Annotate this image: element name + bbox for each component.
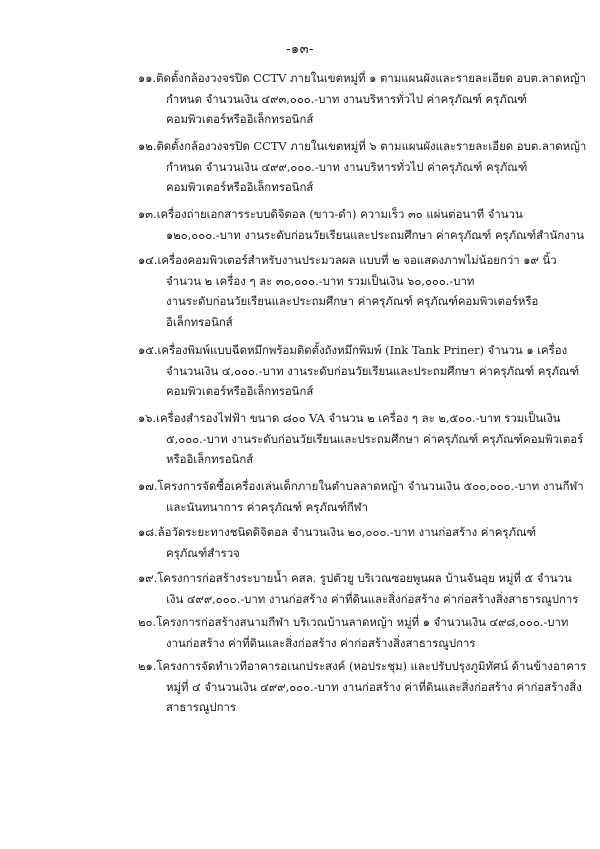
item-line: ๑๑.ติดตั้งกล้องวงจรปิด CCTV ภายในเขตหมู่ที่ ๑ ตามแผนผังและรายละเอียด อบต.ลาดหญ้า [138,71,586,85]
item-line: ๑๒๐,๐๐๐.-บาท งานระดับก่อนวัยเรียนและประถมศึกษา ค่าครุภัณฑ์ ครุภัณฑ์สำนักงาน [166,227,584,242]
item-line: หรืออิเล็กทรอนิกส์ [166,452,254,466]
item-line: หมู่ที่ ๔ จำนวนเงิน ๔๙๙,๐๐๐.-บาท งานก่อสร้าง ค่าที่ดินและสิ่งก่อสร้าง ค่าก่อสร้างสิ่ง [166,679,582,694]
list-item [138,656,587,718]
list-item [138,136,587,198]
item-line: ๑๓.เครื่องถ่ายเอกสารระบบดิจิตอล (ขาว-ดำ) ความเร็ว ๓๐ แผ่นต่อนาที จำนวน [138,207,523,221]
item-line: คอมพิวเตอร์หรืออิเล็กทรอนิกส์ [166,112,314,126]
page-number: -๑๓- [286,42,314,57]
list-item [138,408,584,470]
item-line: ๕,๐๐๐.-บาท งานระดับก่อนวัยเรียนและประถมศึกษา ค่าครุภัณฑ์ ครุภัณฑ์คอมพิวเตอร์ [166,431,584,446]
item-line: จำนวนเงิน ๔,๐๐๐.-บาท งานระดับก่อนวัยเรียนและประถมศึกษา ค่าครุภัณฑ์ ครุภัณฑ์ [166,363,580,378]
list-item [138,204,584,245]
list-item [138,612,569,653]
item-line: กำหนด จำนวนเงิน ๔๙๙,๐๐๐.-บาท งานบริหารทั่วไป ค่าครุภัณฑ์ ครุภัณฑ์ [166,159,528,174]
item-line: กำหนด จำนวนเงิน ๔๙๓,๐๐๐.-บาท งานบริหารทั่วไป ค่าครุภัณฑ์ ครุภัณฑ์ [166,91,527,106]
item-line: ๑๔.เครื่องคอมพิวเตอร์สำหรับงานประมวลผล แบบที่ ๒ จอแสดงภาพไม่น้อยกว่า ๑๙ นิ้ว [138,253,557,267]
item-line: ๑๒.ติดตั้งกล้องวงจรปิด CCTV ภายในเขตหมู่ที่ ๖ ตามแผนผังและรายละเอียด อบต.ลาดหญ้า [138,139,587,153]
item-line: ๑๙.โครงการก่อสร้างระบายน้ำ คสล. รูปตัวยู บริเวณซอยพูนผล บ้านจันอุย หมู่ที่ ๕ จำนวน [138,571,572,585]
list-item [138,522,537,563]
list-item [138,568,579,609]
item-line: ๑๗.โครงการจัดซื้อเครื่องเล่นเด็กภายในตำบลลาดหญ้า จำนวนเงิน ๕๐๐,๐๐๐.-บาท งานกีฬา [138,479,584,493]
item-line: คอมพิวเตอร์หรืออิเล็กทรอนิกส์ [166,384,314,398]
list-item [138,340,580,402]
item-line: งานระดับก่อนวัยเรียนและประถมศึกษา ค่าครุภัณฑ์ ครุภัณฑ์คอมพิวเตอร์หรือ [166,294,539,308]
item-line: จำนวน ๒ เครื่อง ๆ ละ ๓๐,๐๐๐.-บาท รวมเป็นเงิน ๖๐,๐๐๐.-บาท [166,273,475,288]
item-line: ๒๐.โครงการก่อสร้างสนามกีฬา บริเวณบ้านลาดหญ้า หมู่ที่ ๑ จำนวนเงิน ๔๙๘,๐๐๐.-บาท [138,615,569,629]
item-line: สาธารณูปการ [166,700,237,714]
item-line: ๑๕.เครื่องพิมพ์แบบฉีดหมึกพร้อมติดตั้งถังหมึกพิมพ์ (Ink Tank Priner) จำนวน ๑ เครื่อง [138,343,568,357]
item-line: ๑๖.เครื่องสำรองไฟฟ้า ขนาด ๘๐๐ VA จำนวน ๒ เครื่อง ๆ ละ ๒,๕๐๐.-บาท รวมเป็นเงิน [138,411,561,425]
item-line: งานก่อสร้าง ค่าที่ดินและสิ่งก่อสร้าง ค่าก่อสร้างสิ่งสาธารณูปการ [166,635,476,650]
item-line: และนันทนาการ ค่าครุภัณฑ์ ครุภัณฑ์กีฬา [166,499,368,514]
list-item [138,476,584,517]
item-line: ๑๘.ล้อวัดระยะทางชนิดดิจิตอล จำนวนเงิน ๒๐,๐๐๐.-บาท งานก่อสร้าง ค่าครุภัณฑ์ [138,525,537,539]
item-line: คอมพิวเตอร์หรืออิเล็กทรอนิกส์ [166,180,314,194]
item-line: ครุภัณฑ์สำรวจ [166,545,240,560]
list-item [138,250,557,332]
item-line: เงิน ๔๙๙,๐๐๐.-บาท งานก่อสร้าง ค่าที่ดินและสิ่งก่อสร้าง ค่าก่อสร้างสิ่งสาธารณูปการ [166,591,579,606]
item-line: ๒๑.โครงการจัดทำเวทีอาคารอเนกประสงค์ (หอประชุม) และปรับปรุงภูมิทัศน์ ด้านข้างอาคาร [138,659,587,673]
item-line: อิเล็กทรอนิกส์ [166,314,233,329]
list-item [138,68,586,130]
